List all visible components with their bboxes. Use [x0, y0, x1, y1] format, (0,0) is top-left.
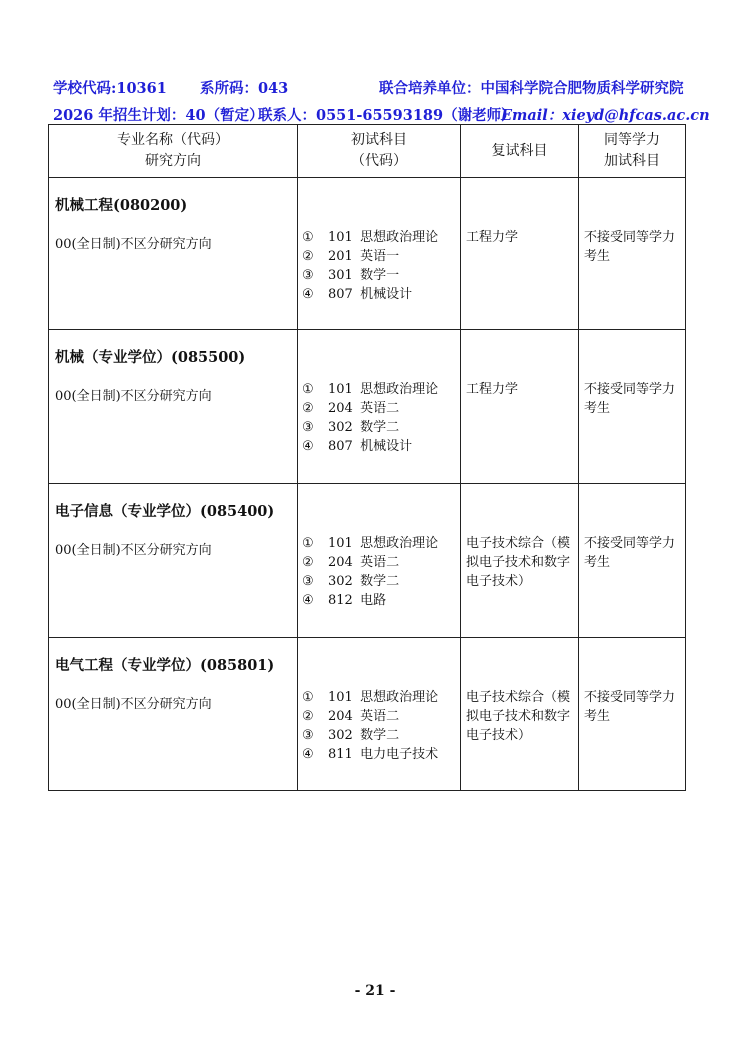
subject-item: ③ 302 数学二	[302, 420, 400, 435]
equiv-note: 不接受同等学力考生	[584, 690, 676, 724]
table-row	[49, 330, 686, 484]
equiv-note: 不接受同等学力考生	[584, 536, 676, 570]
enrollment-table	[48, 124, 686, 791]
table-header-row	[49, 125, 686, 178]
retest-subject: 工程力学	[466, 230, 519, 245]
equiv-cell	[579, 330, 686, 484]
major-cell	[49, 178, 298, 330]
subject-item: ④ 807 机械设计	[302, 287, 413, 302]
retest-cell	[461, 484, 579, 638]
table-row	[49, 484, 686, 638]
exam-subjects-cell	[298, 484, 461, 638]
subject-item: ④ 807 机械设计	[302, 439, 413, 454]
subject-item: ② 204 英语二	[302, 555, 400, 570]
joint-unit: 联合培养单位：中国科学院合肥物质科学研究院	[379, 80, 684, 97]
col-header-equiv: 同等学力 加试科目	[579, 125, 686, 178]
research-direction: 00(全日制)不区分研究方向	[55, 543, 212, 558]
equiv-cell	[579, 484, 686, 638]
major-cell	[49, 484, 298, 638]
retest-subject: 工程力学	[466, 382, 519, 397]
retest-cell	[461, 330, 579, 484]
major-cell	[49, 638, 298, 791]
subject-item: ① 101 思想政治理论	[302, 536, 439, 551]
retest-cell	[461, 178, 579, 330]
enrollment-plan: 2026 年招生计划：40（暂定）	[53, 107, 264, 124]
retest-subject: 电子技术综合（模拟电子技术和数字电子技术）	[466, 536, 571, 589]
col-header-retest: 复试科目	[461, 125, 579, 178]
subject-item: ① 101 思想政治理论	[302, 230, 439, 245]
major-name: 电子信息（专业学位）(085400)	[55, 503, 275, 520]
col-header-major: 专业名称（代码） 研究方向	[49, 125, 298, 178]
exam-subjects-cell	[298, 178, 461, 330]
subject-item: ③ 302 数学二	[302, 574, 400, 589]
subject-list	[302, 228, 460, 304]
subject-list	[302, 688, 460, 764]
research-direction: 00(全日制)不区分研究方向	[55, 389, 212, 404]
subject-item: ① 101 思想政治理论	[302, 382, 439, 397]
major-name: 电气工程（专业学位）(085801)	[55, 657, 275, 674]
contact: 联系人：0551-65593189（谢老师）	[258, 107, 516, 124]
subject-item: ② 204 英语二	[302, 709, 400, 724]
subject-item: ④ 812 电路	[302, 593, 387, 608]
subject-item: ② 201 英语一	[302, 249, 400, 264]
subject-item: ④ 811 电力电子技术	[302, 747, 439, 762]
major-cell	[49, 330, 298, 484]
major-name: 机械（专业学位）(085500)	[55, 349, 246, 366]
subject-list	[302, 534, 460, 610]
table-row	[49, 638, 686, 791]
research-direction: 00(全日制)不区分研究方向	[55, 697, 212, 712]
subject-item: ③ 302 数学二	[302, 728, 400, 743]
subject-item: ① 101 思想政治理论	[302, 690, 439, 705]
dept-code: 系所码：043	[200, 80, 289, 97]
exam-subjects-cell	[298, 330, 461, 484]
equiv-note: 不接受同等学力考生	[584, 230, 676, 264]
equiv-cell	[579, 638, 686, 791]
equiv-note: 不接受同等学力考生	[584, 382, 676, 416]
subject-item: ③ 301 数学一	[302, 268, 400, 283]
research-direction: 00(全日制)不区分研究方向	[55, 237, 212, 252]
subject-list	[302, 380, 460, 456]
exam-subjects-cell	[298, 638, 461, 791]
major-name: 机械工程(080200)	[55, 197, 188, 214]
equiv-cell	[579, 178, 686, 330]
retest-subject: 电子技术综合（模拟电子技术和数字电子技术）	[466, 690, 571, 743]
col-header-exam: 初试科目 （代码）	[298, 125, 461, 178]
subject-item: ② 204 英语二	[302, 401, 400, 416]
page-number: - 21 -	[354, 983, 396, 999]
email: Email：xieyd@hfcas.ac.cn	[501, 107, 710, 124]
table-row	[49, 178, 686, 330]
school-code: 学校代码:10361	[53, 80, 167, 97]
retest-cell	[461, 638, 579, 791]
